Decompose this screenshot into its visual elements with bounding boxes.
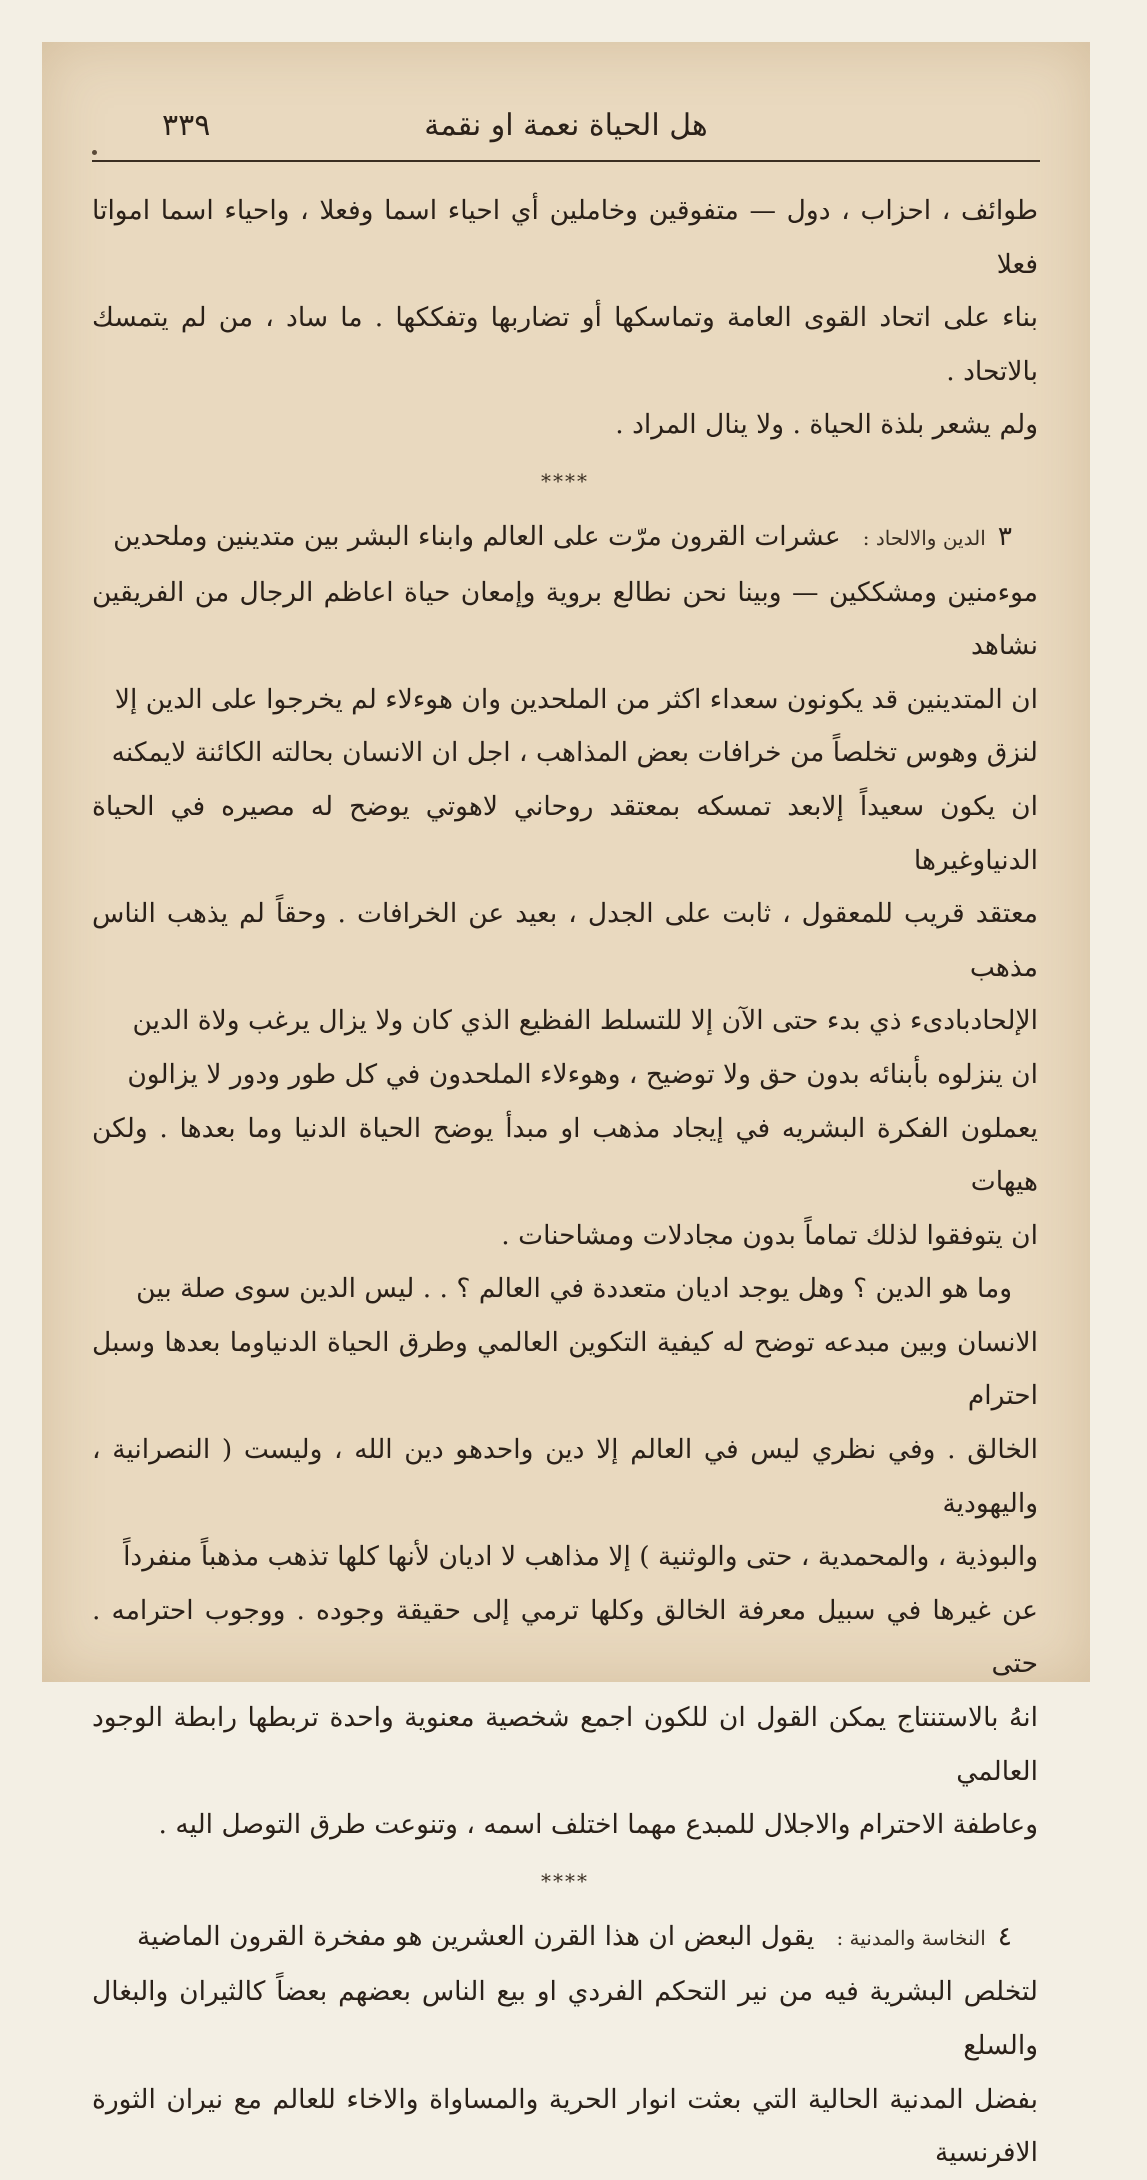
text-line: ان ينزلوه بأبنائه بدون حق ولا توضيح ، وهوءلاء الملحدون في كل طور ودور لا يزالون [127, 1058, 1038, 1090]
text-line: ان يكون سعيداً إلابعد تمسكه بمعتقد روحاني لاهوتي يوضح له مصيره في الحياة الدنياوغيرها [92, 790, 1038, 876]
page-number: ٣٣٩ [162, 108, 211, 143]
text-line: الخالق . وفي نظري ليس في العالم إلا دين واحدهو دين الله ، وليست ( النصرانية ، واليهودية [92, 1434, 1038, 1519]
text-line: الإلحادبادىء ذي بدء حتى الآن إلا للتسلط الفظيع الذي كان ولا يزال يرغب ولاة الدين [132, 1005, 1038, 1037]
section-heading: النخاسة والمدنية : [836, 1925, 986, 1950]
section-heading: الدين والالحاد : [862, 525, 986, 550]
line-text: يقول البعض ان هذا القرن العشرين هو مفخرة القرون الماضية [137, 1920, 815, 1952]
text-line: وعاطفة الاحترام والاجلال للمبدع مهما اختلف اسمه ، وتنوعت طرق التوصل اليه . [158, 1809, 1038, 1841]
text-line: والبوذية ، والمحمدية ، حتى والوثنية ) إلا مذاهب لا اديان لأنها كلها تذهب مذهباً منفرداً [123, 1541, 1038, 1573]
text-line: موءمنين ومشككين — وبينا نحن نطالع بروية وإمعان حياة اعاظم الرجال من الفريقين نشاهد [92, 576, 1038, 662]
page-body [92, 184, 1038, 2180]
text-line [92, 1910, 1038, 1966]
text-line: عن غيرها في سبيل معرفة الخالق وكلها ترمي إلى حقيقة وجوده . ووجوب احترامه . حتى [92, 1594, 1038, 1680]
text-line: يعملون الفكرة البشريه في إيجاد مذهب او مبدأ يوضح الحياة الدنيا وما بعدها . ولكن هيهات [92, 1112, 1038, 1198]
section-number: ٣ [997, 520, 1012, 552]
text-line: بناء على اتحاد القوى العامة وتماسكها أو تضاربها وتفككها . ما ساد ، من لم يتمسك بالاتحاد . [92, 302, 1038, 387]
section-separator: **** [541, 468, 589, 493]
section-separator: **** [541, 1868, 589, 1893]
text-line: لنزق وهوس تخلصاً من خرافات بعض المذاهب ، اجل ان الانسان بحالته الكائنة لايمكنه [111, 737, 1038, 769]
text-line: ان المتدينين قد يكونون سعداء اكثر من الملحدين وان هوءلاء لم يخرجوا على الدين إلا [114, 683, 1038, 715]
text-line: ان يتوفقوا لذلك تماماً بدون مجادلات ومشاحنات . [501, 1219, 1038, 1251]
line-text: عشرات القرون مرّت على العالم وابناء البشر بين متدينين وملحدين [113, 520, 841, 552]
text-line: بفضل المدنية الحالية التي بعثت انوار الحرية والمساواة والاخاء للعالم مع نيران الثورة الافرنسية [92, 2083, 1038, 2169]
document-page [42, 42, 1090, 2169]
text-line: لتخلص البشرية فيه من نير التحكم الفردي او بيع الناس بعضهم بعضاً كالثيران والبغال والسلع [92, 1976, 1038, 2061]
running-title: هل الحياة نعمة او نقمة [424, 108, 708, 143]
text-line: معتقد قريب للمعقول ، ثابت على الجدل ، بعيد عن الخرافات . وحقاً لم يذهب الناس مذهب [92, 898, 1038, 983]
header-rule [92, 160, 1040, 162]
text-line: انهُ بالاستنتاج يمكن القول ان للكون اجمع شخصية معنوية واحدة تربطها رابطة الوجود العالمي [92, 1702, 1038, 1787]
text-line [92, 510, 1038, 566]
text-line: طوائف ، احزاب ، دول — متفوقين وخاملين أي احياء اسما وفعلا ، واحياء اسما امواتا فعلا [92, 195, 1038, 280]
text-line: وما هو الدين ؟ وهل يوجد اديان متعددة في العالم ؟ . . ليس الدين سوى صلة بين [136, 1273, 1012, 1305]
text-line: الانسان وبين مبدعه توضح له كيفية التكوين العالمي وطرق الحياة الدنياوما بعدها وسبل احترام [92, 1326, 1038, 1412]
section-number: ٤ [997, 1920, 1012, 1952]
running-header [92, 104, 1040, 164]
text-line: ولم يشعر بلذة الحياة . ولا ينال المراد . [615, 409, 1038, 441]
